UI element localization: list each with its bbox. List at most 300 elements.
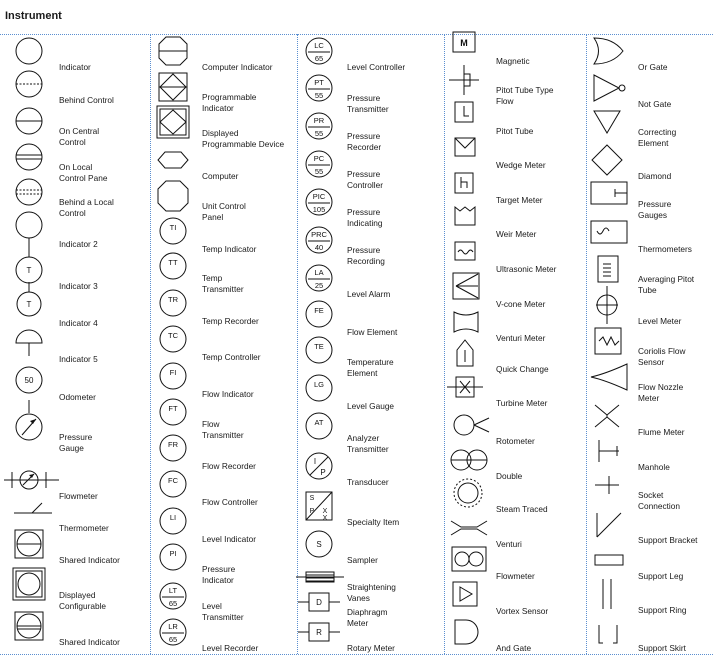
pc-circle-icon [304, 147, 344, 181]
support-ring-icon [591, 577, 631, 611]
symbol-label: Quick Change [496, 363, 549, 374]
symbol-label: Shared Indicator [59, 636, 120, 647]
symbol-item[interactable] [451, 578, 591, 616]
symbol-item[interactable] [304, 449, 444, 487]
support-leg-icon [591, 543, 631, 577]
symbol-label: Flow Element [347, 326, 398, 337]
symbol-label: Level Recorder [202, 642, 259, 653]
symbol-item[interactable] [591, 399, 711, 437]
symbol-label: Diamond [638, 170, 672, 181]
symbol-tag: S [309, 495, 315, 502]
circle-icon [14, 34, 54, 68]
pitot-tube-type-flow-icon [451, 63, 491, 97]
dome-stem-icon [14, 326, 54, 360]
symbol-item[interactable] [591, 288, 711, 326]
flow-nozzle-meter-icon [591, 360, 631, 394]
symbol-label: Support Skirt [638, 642, 686, 653]
symbol-label: Behind a Local Control [59, 197, 114, 218]
symbol-item[interactable] [14, 290, 154, 328]
diaphragm-meter-icon [304, 585, 344, 619]
symbol-item[interactable] [158, 216, 298, 254]
symbol-item[interactable] [451, 271, 591, 309]
column-divider [444, 34, 445, 654]
symbol-item[interactable] [304, 185, 444, 228]
symbol-label: Vortex Sensor [496, 605, 549, 616]
sampler-icon [304, 527, 344, 561]
symbol-label: Venturi [496, 538, 522, 549]
or-gate-icon [591, 34, 631, 68]
symbol-label: Programmable Indicator [202, 92, 257, 113]
pr-circle-icon [304, 109, 344, 143]
symbol-label: Magnetic [496, 55, 530, 66]
symbol-label: Level Meter [638, 315, 682, 326]
symbol-item[interactable] [451, 336, 591, 374]
pitot-tube-icon [451, 98, 491, 132]
circle-double-dashed-line-icon [14, 175, 54, 209]
symbol-item[interactable] [158, 506, 298, 544]
symbol-item[interactable] [304, 261, 444, 299]
symbol-item[interactable] [158, 433, 298, 471]
symbol-item[interactable] [591, 252, 711, 295]
symbol-tag: FE [314, 306, 324, 315]
symbol-item[interactable] [158, 361, 298, 399]
symbol-label: Indicator 4 [59, 317, 98, 328]
symbol-tag: X [322, 515, 328, 522]
prc-circle-icon [304, 223, 344, 257]
symbol-tag: T [26, 300, 32, 309]
pt-circle-icon [304, 71, 344, 105]
and-gate-icon [451, 615, 491, 649]
symbol-item[interactable] [158, 34, 298, 72]
circle-t-small-stem-icon [14, 290, 54, 324]
symbol-item[interactable] [158, 70, 298, 113]
symbol-item[interactable] [591, 324, 711, 367]
symbol-item[interactable] [451, 511, 591, 549]
page-title: Instrument [5, 10, 62, 22]
symbol-label: Pressure Recorder [347, 131, 382, 152]
averaging-pitot-tube-icon [591, 252, 631, 286]
symbol-label: Rotometer [496, 435, 535, 446]
symbol-tag: 50 [24, 376, 34, 385]
shared-indicator-2-icon [14, 609, 54, 643]
symbol-item[interactable] [451, 543, 591, 581]
ti-circle-icon [158, 216, 198, 250]
symbol-item[interactable] [591, 615, 711, 653]
symbol-label: Steam Traced [496, 503, 548, 514]
symbol-label: Double [496, 470, 523, 481]
symbol-tag: TI [169, 223, 177, 232]
symbol-item[interactable] [591, 143, 711, 181]
lg-circle-icon [304, 373, 344, 407]
symbol-tag: FT [168, 404, 178, 413]
displayed-programmable-device-icon [158, 106, 198, 140]
symbol-item[interactable] [304, 373, 444, 411]
ultrasonic-meter-icon [451, 236, 491, 270]
symbol-label: Temp Indicator [202, 243, 257, 254]
symbol-item[interactable] [591, 543, 711, 581]
computer-indicator-icon [158, 34, 198, 68]
flowmeter-line-icon [14, 463, 54, 497]
transducer-icon [304, 449, 344, 483]
symbol-item[interactable] [158, 143, 298, 181]
symbol-tag: 65 [168, 635, 178, 644]
symbol-item[interactable] [451, 167, 591, 205]
support-skirt-icon [591, 615, 631, 649]
symbol-item[interactable] [304, 147, 444, 190]
symbol-item[interactable] [158, 615, 298, 653]
symbol-tag: AT [314, 418, 324, 427]
symbol-item[interactable] [14, 410, 154, 453]
symbol-label: Correcting Element [638, 127, 677, 148]
symbol-item[interactable] [451, 98, 591, 136]
fr-circle-icon [158, 433, 198, 467]
symbol-item[interactable] [304, 615, 444, 653]
rotary-meter-icon [304, 615, 344, 649]
steam-traced-icon [451, 476, 491, 510]
symbol-label: Temperature Element [347, 357, 394, 378]
symbol-item[interactable] [304, 223, 444, 266]
la-circle-icon [304, 261, 344, 295]
ft-circle-icon [158, 397, 198, 431]
symbol-tag: PIC [312, 192, 326, 201]
symbol-item[interactable] [304, 489, 444, 527]
programmable-indicator-icon [158, 70, 198, 104]
symbol-label: Manhole [638, 461, 670, 472]
tr-circle-icon [158, 288, 198, 322]
symbol-item[interactable] [591, 34, 711, 72]
rotometer-icon [451, 408, 491, 442]
symbol-label: Coriolis Flow Sensor [638, 346, 686, 367]
symbol-label: Sampler [347, 554, 378, 565]
symbol-item[interactable] [451, 201, 591, 239]
symbol-item[interactable] [14, 495, 154, 533]
symbol-item[interactable] [158, 106, 298, 149]
turbine-meter-icon [451, 370, 491, 404]
symbol-tag: I [313, 457, 317, 466]
symbol-label: Pressure Gauge [59, 432, 93, 453]
symbol-item[interactable] [451, 63, 591, 106]
symbol-item[interactable] [14, 34, 154, 72]
symbol-tag: LR [168, 622, 178, 631]
symbol-tag: LC [314, 41, 324, 50]
symbol-item[interactable] [14, 211, 154, 249]
thermometer-line-icon [14, 495, 54, 529]
symbol-label: Level Gauge [347, 400, 395, 411]
circle-double-line-icon [14, 140, 54, 174]
symbol-item[interactable] [451, 305, 591, 343]
lt-circle-icon [158, 579, 198, 613]
symbol-label: Displayed Configurable [59, 590, 107, 611]
symbol-label: Support Leg [638, 570, 684, 581]
symbol-label: Or Gate [638, 61, 668, 72]
symbol-tag: 55 [314, 91, 324, 100]
circle-line-icon [14, 104, 54, 138]
symbol-tag: FC [168, 476, 178, 485]
symbol-label: On Central Control [59, 126, 100, 147]
symbol-label: Transducer [347, 476, 389, 487]
thermometers-icon [591, 216, 631, 250]
circle-dashed-line-icon [14, 67, 54, 101]
symbol-label: Thermometers [638, 243, 692, 254]
level-meter-icon [591, 288, 631, 322]
symbol-label: Unit Control Panel [202, 201, 246, 222]
symbol-label: Level Controller [347, 61, 406, 72]
symbol-item[interactable] [14, 67, 154, 105]
symbol-label: Indicator [59, 61, 91, 72]
symbol-item[interactable] [158, 324, 298, 362]
symbol-item[interactable] [591, 468, 711, 511]
symbol-label: Temp Controller [202, 351, 261, 362]
symbol-tag: TR [168, 295, 178, 304]
symbol-tag: 105 [312, 205, 326, 214]
tc-circle-icon [158, 324, 198, 358]
symbol-item[interactable] [158, 542, 298, 585]
symbol-tag: 65 [168, 599, 178, 608]
symbol-tag: 65 [314, 54, 324, 63]
symbol-tag: TE [314, 342, 324, 351]
symbol-item[interactable] [591, 434, 711, 472]
symbol-label: Flow Transmitter [202, 419, 244, 440]
specialty-item-icon [304, 489, 344, 523]
symbol-label: Flume Meter [638, 426, 685, 437]
symbol-tag: R [316, 628, 322, 637]
symbol-label: Flowmeter [59, 490, 98, 501]
symbol-item[interactable] [451, 28, 591, 66]
circle-t-stem-icon [14, 253, 54, 287]
symbol-item[interactable] [14, 104, 154, 147]
symbol-tag: P [320, 468, 326, 477]
symbol-tag: TC [168, 331, 178, 340]
venturi-icon [451, 511, 491, 545]
symbol-label: Computer [202, 170, 239, 181]
weir-meter-icon [451, 201, 491, 235]
symbol-item[interactable] [304, 109, 444, 152]
symbol-tag: LI [169, 513, 177, 522]
pressure-gauge-icon [14, 410, 54, 444]
symbol-label: Weir Meter [496, 228, 537, 239]
manhole-icon [591, 434, 631, 468]
symbol-label: Specialty Item [347, 516, 400, 527]
tt-circle-icon [158, 251, 198, 285]
lc-circle-icon [304, 34, 344, 68]
symbol-label: Level Indicator [202, 533, 256, 544]
symbol-item[interactable] [14, 175, 154, 218]
pressure-gauges-icon [591, 177, 631, 211]
symbol-label: Behind Control [59, 94, 114, 105]
symbol-label: Rotary Meter [347, 642, 395, 653]
target-meter-icon [451, 167, 491, 201]
coriolis-flow-sensor-icon [591, 324, 631, 358]
symbol-item[interactable] [14, 326, 154, 364]
lr-circle-icon [158, 615, 198, 649]
symbol-tag: LT [168, 586, 178, 595]
quick-change-icon [451, 336, 491, 370]
symbol-item[interactable] [304, 299, 444, 337]
symbol-label: Pressure Recording [347, 245, 385, 266]
symbol-label: Turbine Meter [496, 397, 548, 408]
symbol-item[interactable] [591, 216, 711, 254]
computer-hexagon-icon [158, 143, 198, 177]
symbol-tag: PRC [311, 230, 327, 239]
symbol-tag: S [316, 540, 322, 549]
unit-control-panel-octagon-icon [158, 179, 198, 213]
symbol-label: Pressure Gauges [638, 199, 672, 220]
symbol-tag: 55 [314, 129, 324, 138]
symbol-item[interactable] [451, 370, 591, 408]
symbol-tag: D [316, 598, 322, 607]
symbol-label: Venturi Meter [496, 332, 546, 343]
symbol-tag: TT [168, 258, 178, 267]
not-gate-icon [591, 71, 631, 105]
symbol-label: Indicator 3 [59, 280, 98, 291]
symbol-item[interactable] [451, 476, 591, 514]
v-cone-meter-icon [451, 271, 491, 305]
symbol-item[interactable] [158, 397, 298, 440]
symbol-tag: FR [168, 440, 178, 449]
symbol-label: Pitot Tube Type Flow [496, 85, 554, 106]
symbol-item[interactable] [304, 335, 444, 378]
symbol-tag: T [26, 266, 32, 275]
symbol-label: Temp Transmitter [202, 273, 244, 294]
symbol-tag: PR [313, 116, 325, 125]
symbol-label: Analyzer Transmitter [347, 433, 389, 454]
symbol-label: Displayed Programmable Device [202, 128, 285, 149]
symbol-item[interactable] [14, 253, 154, 291]
symbol-label: And Gate [496, 642, 532, 653]
symbol-tag: 40 [314, 243, 324, 252]
symbol-label: Socket Connection [638, 490, 680, 511]
symbol-label: Pressure Transmitter [347, 93, 389, 114]
symbol-item[interactable] [158, 579, 298, 622]
symbol-item[interactable] [14, 364, 154, 402]
symbol-label: On Local Control Pane [59, 162, 108, 183]
symbol-item[interactable] [14, 568, 154, 611]
symbol-label: Shared Indicator [59, 554, 120, 565]
symbol-item[interactable] [158, 179, 298, 222]
symbol-label: Target Meter [496, 194, 543, 205]
symbol-item[interactable] [158, 469, 298, 507]
symbol-tag: P [309, 508, 315, 515]
symbol-label: Pitot Tube [496, 125, 534, 136]
flume-meter-icon [591, 399, 631, 433]
te-circle-icon [304, 335, 344, 369]
fc-circle-icon [158, 469, 198, 503]
venturi-meter-icon [451, 305, 491, 339]
symbol-item[interactable] [158, 288, 298, 326]
symbol-item[interactable] [14, 463, 154, 501]
symbol-tag: 55 [314, 167, 324, 176]
symbol-label: Flow Indicator [202, 388, 254, 399]
symbol-label: Indicator 2 [59, 238, 98, 249]
bottom-divider [0, 654, 713, 655]
pi-circle-icon [158, 542, 198, 576]
symbol-label: Support Ring [638, 604, 687, 615]
symbol-item[interactable] [591, 360, 711, 403]
symbol-label: Flow Recorder [202, 460, 256, 471]
socket-connection-icon [591, 468, 631, 502]
symbol-label: Thermometer [59, 522, 109, 533]
circle-50-icon [14, 364, 54, 398]
li-circle-icon [158, 506, 198, 540]
symbol-label: Computer Indicator [202, 61, 273, 72]
diamond-icon [591, 143, 631, 177]
symbol-label: Temp Recorder [202, 315, 259, 326]
symbol-tag: LA [314, 268, 324, 277]
symbol-item[interactable] [304, 585, 444, 628]
symbol-label: Support Bracket [638, 534, 698, 545]
symbol-tag: LG [313, 380, 325, 389]
support-bracket-icon [591, 507, 631, 541]
symbol-label: V-cone Meter [496, 298, 546, 309]
symbol-label: Pressure Indicator [202, 564, 236, 585]
circle-stem-icon [14, 211, 54, 245]
symbol-tag: M [460, 38, 468, 48]
symbol-item[interactable] [14, 609, 154, 647]
symbol-label: Straightening Vanes [347, 582, 396, 603]
symbol-label: Ultrasonic Meter [496, 263, 557, 274]
vortex-sensor-icon [451, 578, 491, 612]
symbol-item[interactable] [14, 527, 154, 565]
fe-circle-icon [304, 299, 344, 333]
symbol-label: Indicator 5 [59, 353, 98, 364]
symbol-tag: PT [314, 78, 324, 87]
symbol-label: Flow Nozzle Meter [638, 382, 684, 403]
symbol-label: Flow Controller [202, 496, 258, 507]
symbol-item[interactable] [451, 615, 591, 653]
symbol-tag: X [322, 508, 328, 515]
symbol-label: Not Gate [638, 98, 672, 109]
shared-indicator-icon [14, 527, 54, 561]
at-circle-icon [304, 411, 344, 445]
symbol-item[interactable] [304, 411, 444, 454]
symbol-item[interactable] [451, 236, 591, 274]
fi-circle-icon [158, 361, 198, 395]
symbol-tag: FI [169, 368, 177, 377]
symbol-item[interactable] [591, 507, 711, 545]
symbol-item[interactable] [158, 251, 298, 294]
symbol-item[interactable] [591, 177, 711, 220]
symbol-label: Level Alarm [347, 288, 391, 299]
symbol-item[interactable] [591, 577, 711, 615]
symbol-label: Level Transmitter [202, 601, 244, 622]
symbol-label: Odometer [59, 391, 96, 402]
symbol-tag: 25 [314, 281, 324, 290]
wedge-meter-icon [451, 132, 491, 166]
symbol-item[interactable] [14, 140, 154, 183]
double-icon [451, 443, 491, 477]
symbol-item[interactable] [304, 527, 444, 565]
magnetic-icon [451, 28, 491, 62]
symbol-label: Diaphragm Meter [347, 607, 388, 628]
symbol-label: Averaging Pitot Tube [638, 274, 695, 295]
symbol-item[interactable] [304, 71, 444, 114]
symbol-label: Flowmeter [496, 570, 535, 581]
symbol-label: Wedge Meter [496, 159, 546, 170]
symbol-item[interactable] [451, 408, 591, 446]
displayed-configurable-icon [14, 568, 54, 602]
symbol-label: Pressure Controller [347, 169, 383, 190]
symbol-item[interactable] [451, 132, 591, 170]
pic-circle-icon [304, 185, 344, 219]
symbol-tag: PC [313, 154, 325, 163]
symbol-item[interactable] [304, 34, 444, 72]
correcting-element-icon [591, 105, 631, 139]
symbol-item[interactable] [451, 443, 591, 481]
symbol-item[interactable] [591, 71, 711, 109]
symbol-tag: PI [169, 549, 177, 558]
symbol-label: Pressure Indicating [347, 207, 383, 228]
symbol-item[interactable] [591, 105, 711, 148]
